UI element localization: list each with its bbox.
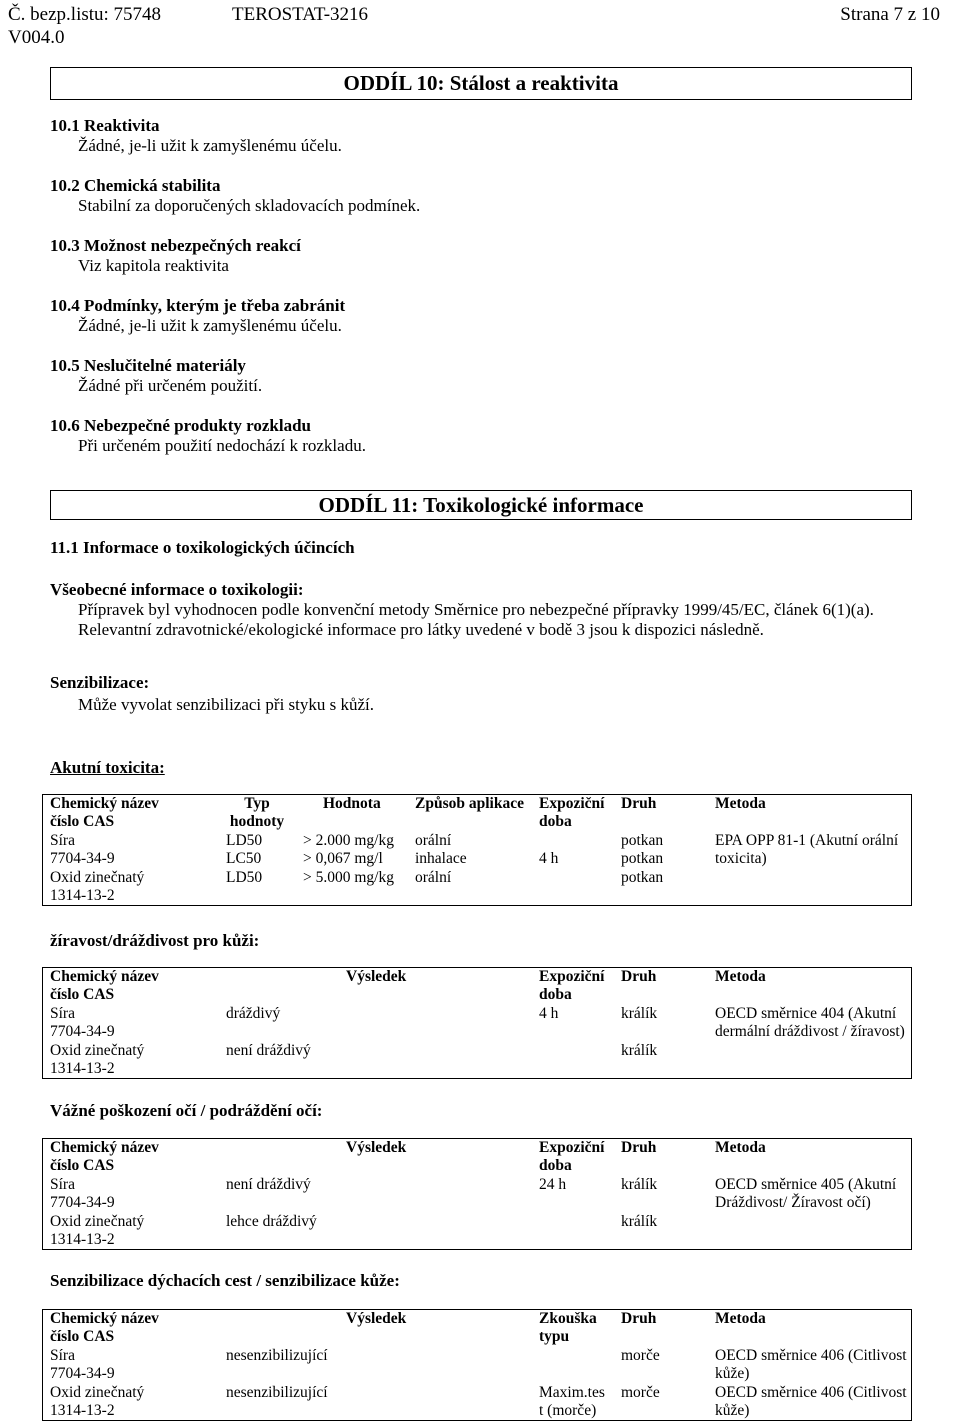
row-1-cas-number: 7704-34-9 (50, 1365, 115, 1382)
row-2-test-type-line-1: Maxim.tes (539, 1384, 605, 1401)
row-1-species-line-1: potkan (621, 832, 664, 849)
row-2-result: není dráždivý (226, 1042, 311, 1059)
subsection-10-5-heading: 10.5 Neslučitelné materiály (50, 356, 246, 375)
product-name: TEROSTAT-3216 (232, 4, 369, 25)
col-header-test-type-line-2: typu (539, 1328, 570, 1345)
col-header-species: Druh (621, 968, 657, 985)
row-1-chemical-name: Síra (50, 832, 75, 849)
subsection-10-3-heading: 10.3 Možnost nebezpečných reakcí (50, 236, 301, 255)
skin-irritation-table (42, 967, 912, 1079)
col-header-method: Metoda (715, 1139, 766, 1156)
row-2-test-type-line-2: t (morče) (539, 1402, 597, 1419)
row-1-method (715, 1347, 907, 1383)
col-header-chemical (50, 1139, 159, 1175)
col-header-result: Výsledek (346, 968, 407, 985)
col-header-chemical-name: Chemický název (50, 1139, 159, 1156)
row-1-chemical (50, 1005, 115, 1041)
row-1-value-line-1: > 2.000 mg/kg (303, 832, 394, 849)
col-header-chemical (50, 968, 159, 1004)
col-header-species: Druh (621, 1310, 657, 1327)
subsection-10-6-heading: 10.6 Nebezpečné produkty rozkladu (50, 416, 312, 435)
row-1-species (621, 832, 663, 868)
row-1-method (715, 832, 898, 868)
col-header-method: Metoda (715, 1310, 766, 1327)
row-1-method-line-1: OECD směrnice 406 (Citlivost (715, 1347, 907, 1364)
row-1-route-line-1: orální (415, 832, 452, 849)
row-1-chemical (50, 1347, 115, 1383)
row-1-method-line-1: EPA OPP 81-1 (Akutní orální (715, 832, 899, 849)
row-1-exposure: 24 h (539, 1176, 567, 1193)
row-2-chemical-name: Oxid zinečnatý (50, 1213, 145, 1230)
row-2-chemical (50, 1042, 144, 1078)
row-2-chemical-name: Oxid zinečnatý (50, 869, 145, 886)
col-header-cas-number: číslo CAS (50, 1157, 115, 1174)
row-1-species: králík (621, 1005, 658, 1022)
col-header-cas-number: číslo CAS (50, 813, 115, 830)
row-1-method-line-2: toxicita) (715, 850, 767, 867)
row-2-route: orální (415, 869, 452, 886)
col-header-chemical-name: Chemický název (50, 1310, 159, 1327)
sensitization-text: Může vyvolat senzibilizaci při styku s kůží. (78, 695, 375, 714)
row-2-value: > 5.000 mg/kg (303, 869, 394, 886)
subsection-10-5-text: Žádné při určeném použití. (78, 376, 263, 395)
subsection-10-1-text: Žádné, je-li užit k zamyšlenému účelu. (78, 136, 342, 155)
row-1-result: nesenzibilizující (226, 1347, 328, 1364)
page-number: Strana 7 z 10 (840, 4, 940, 25)
row-1-species: morče (621, 1347, 660, 1364)
acute-toxicity-table (42, 794, 912, 906)
col-header-value: Hodnota (323, 795, 381, 812)
col-header-chemical (50, 795, 159, 831)
col-header-chemical-name: Chemický název (50, 795, 159, 812)
row-1-species: králík (621, 1176, 658, 1193)
row-1-cas-number: 7704-34-9 (50, 1023, 115, 1040)
row-1-value (303, 832, 394, 868)
eye-irritation-label: Vážné poškození očí / podráždění očí: (50, 1101, 323, 1120)
col-header-method: Metoda (715, 968, 766, 985)
row-1-value-type-line-2: LC50 (226, 850, 262, 867)
col-header-chemical (50, 1310, 159, 1346)
col-header-value-type-line-1: Typ (244, 795, 270, 812)
document-version: V004.0 (8, 27, 65, 48)
col-header-exposure-line-1: Expoziční (539, 968, 605, 985)
row-2-method-line-2: kůže) (715, 1402, 750, 1419)
sds-number: Č. bezp.listu: 75748 (8, 4, 162, 25)
col-header-exposure (539, 968, 604, 1004)
col-header-exposure (539, 1139, 604, 1175)
row-1-value-type (226, 832, 262, 868)
col-header-test-type-line-1: Zkouška (539, 1310, 597, 1327)
col-header-species: Druh (621, 795, 657, 812)
col-header-cas-number: číslo CAS (50, 986, 115, 1003)
sensitization-label: Senzibilizace: (50, 673, 150, 692)
col-header-result: Výsledek (346, 1310, 407, 1327)
row-1-value-line-2: > 0,067 mg/l (303, 850, 383, 867)
section-10-heading: ODDÍL 10: Stálost a reaktivita (50, 67, 912, 100)
acute-toxicity-label: Akutní toxicita: (50, 758, 165, 777)
subsection-10-6-text: Při určeném použití nedochází k rozkladu. (78, 436, 366, 455)
row-2-test-type (539, 1384, 605, 1420)
general-toxicology-line-1: Přípravek byl vyhodnocen podle konvenční metody Směrnice pro nebezpečné přípravky 1999/45/EC, článek 6(1)(a). (78, 600, 874, 619)
row-1-method (715, 1176, 896, 1212)
subsection-10-4-heading: 10.4 Podmínky, kterým je třeba zabránit (50, 296, 346, 315)
row-1-method-line-1: OECD směrnice 404 (Akutní (715, 1005, 897, 1022)
row-1-route-line-2: inhalace (415, 850, 467, 867)
row-2-result: nesenzibilizující (226, 1384, 328, 1401)
row-2-chemical (50, 869, 144, 905)
row-1-chemical (50, 832, 115, 868)
row-1-method-line-2: Dráždivost/ Žíravost očí) (715, 1194, 871, 1211)
row-2-species: králík (621, 1213, 658, 1230)
row-1-exposure: 4 h (539, 850, 559, 867)
subsection-10-2-heading: 10.2 Chemická stabilita (50, 176, 221, 195)
row-2-species: morče (621, 1384, 660, 1401)
row-2-cas-number: 1314-13-2 (50, 1231, 115, 1248)
col-header-value-type (224, 795, 290, 831)
row-2-chemical-name: Oxid zinečnatý (50, 1042, 145, 1059)
subsection-11-1-heading: 11.1 Informace o toxikologických účincích (50, 538, 355, 557)
col-header-exposure-line-2: doba (539, 986, 572, 1003)
col-header-exposure-line-2: doba (539, 1157, 572, 1174)
subsection-10-4-text: Žádné, je-li užit k zamyšlenému účelu. (78, 316, 342, 335)
row-1-method (715, 1005, 905, 1041)
row-1-species-line-2: potkan (621, 850, 664, 867)
row-1-exposure: 4 h (539, 1005, 559, 1022)
general-toxicology-label: Všeobecné informace o toxikologii: (50, 580, 304, 599)
col-header-species: Druh (621, 1139, 657, 1156)
row-2-cas-number: 1314-13-2 (50, 1060, 115, 1077)
section-11-heading: ODDÍL 11: Toxikologické informace (50, 490, 912, 520)
row-1-chemical (50, 1176, 115, 1212)
row-1-cas-number: 7704-34-9 (50, 1194, 115, 1211)
general-toxicology-line-2: Relevantní zdravotnické/ekologické informace pro látky uvedené v bodě 3 jsou k dispozici následně. (78, 620, 764, 639)
col-header-cas-number: číslo CAS (50, 1328, 115, 1345)
row-2-chemical (50, 1213, 144, 1249)
row-2-chemical-name: Oxid zinečnatý (50, 1384, 145, 1401)
sensitization-table-label: Senzibilizace dýchacích cest / senzibilizace kůže: (50, 1271, 400, 1290)
col-header-test-type (539, 1310, 597, 1346)
row-2-result: lehce dráždivý (226, 1213, 317, 1230)
row-2-cas-number: 1314-13-2 (50, 887, 115, 904)
row-1-chemical-name: Síra (50, 1176, 75, 1193)
row-2-value-type: LD50 (226, 869, 263, 886)
row-2-method (715, 1384, 907, 1420)
row-2-species: králík (621, 1042, 658, 1059)
subsection-10-1-heading: 10.1 Reaktivita (50, 116, 160, 135)
row-2-method-line-1: OECD směrnice 406 (Citlivost (715, 1384, 907, 1401)
row-1-chemical-name: Síra (50, 1005, 75, 1022)
col-header-exposure-line-1: Expoziční (539, 1139, 605, 1156)
row-1-chemical-name: Síra (50, 1347, 75, 1364)
row-1-result: dráždivý (226, 1005, 281, 1022)
col-header-chemical-name: Chemický název (50, 968, 159, 985)
row-1-method-line-2: kůže) (715, 1365, 750, 1382)
row-2-cas-number: 1314-13-2 (50, 1402, 115, 1419)
subsection-10-3-text: Viz kapitola reaktivita (78, 256, 229, 275)
eye-irritation-table (42, 1138, 912, 1250)
row-1-cas-number: 7704-34-9 (50, 850, 115, 867)
col-header-value-type-line-2: hodnoty (229, 813, 285, 830)
col-header-exposure-line-1: Expoziční (539, 795, 605, 812)
col-header-exposure (539, 795, 604, 831)
col-header-method: Metoda (715, 795, 766, 812)
col-header-route: Způsob aplikace (415, 795, 524, 812)
row-1-method-line-1: OECD směrnice 405 (Akutní (715, 1176, 897, 1193)
row-1-result: není dráždivý (226, 1176, 311, 1193)
row-2-chemical (50, 1384, 144, 1420)
skin-irritation-label: žíravost/dráždivost pro kůži: (50, 931, 260, 950)
row-1-method-line-2: dermální dráždivost / žíravost) (715, 1023, 905, 1040)
row-1-value-type-line-1: LD50 (226, 832, 263, 849)
col-header-exposure-line-2: doba (539, 813, 572, 830)
subsection-10-2-text: Stabilní za doporučených skladovacích podmínek. (78, 196, 421, 215)
col-header-result: Výsledek (346, 1139, 407, 1156)
row-2-species: potkan (621, 869, 664, 886)
sensitization-table (42, 1309, 912, 1421)
row-1-route (415, 832, 467, 868)
